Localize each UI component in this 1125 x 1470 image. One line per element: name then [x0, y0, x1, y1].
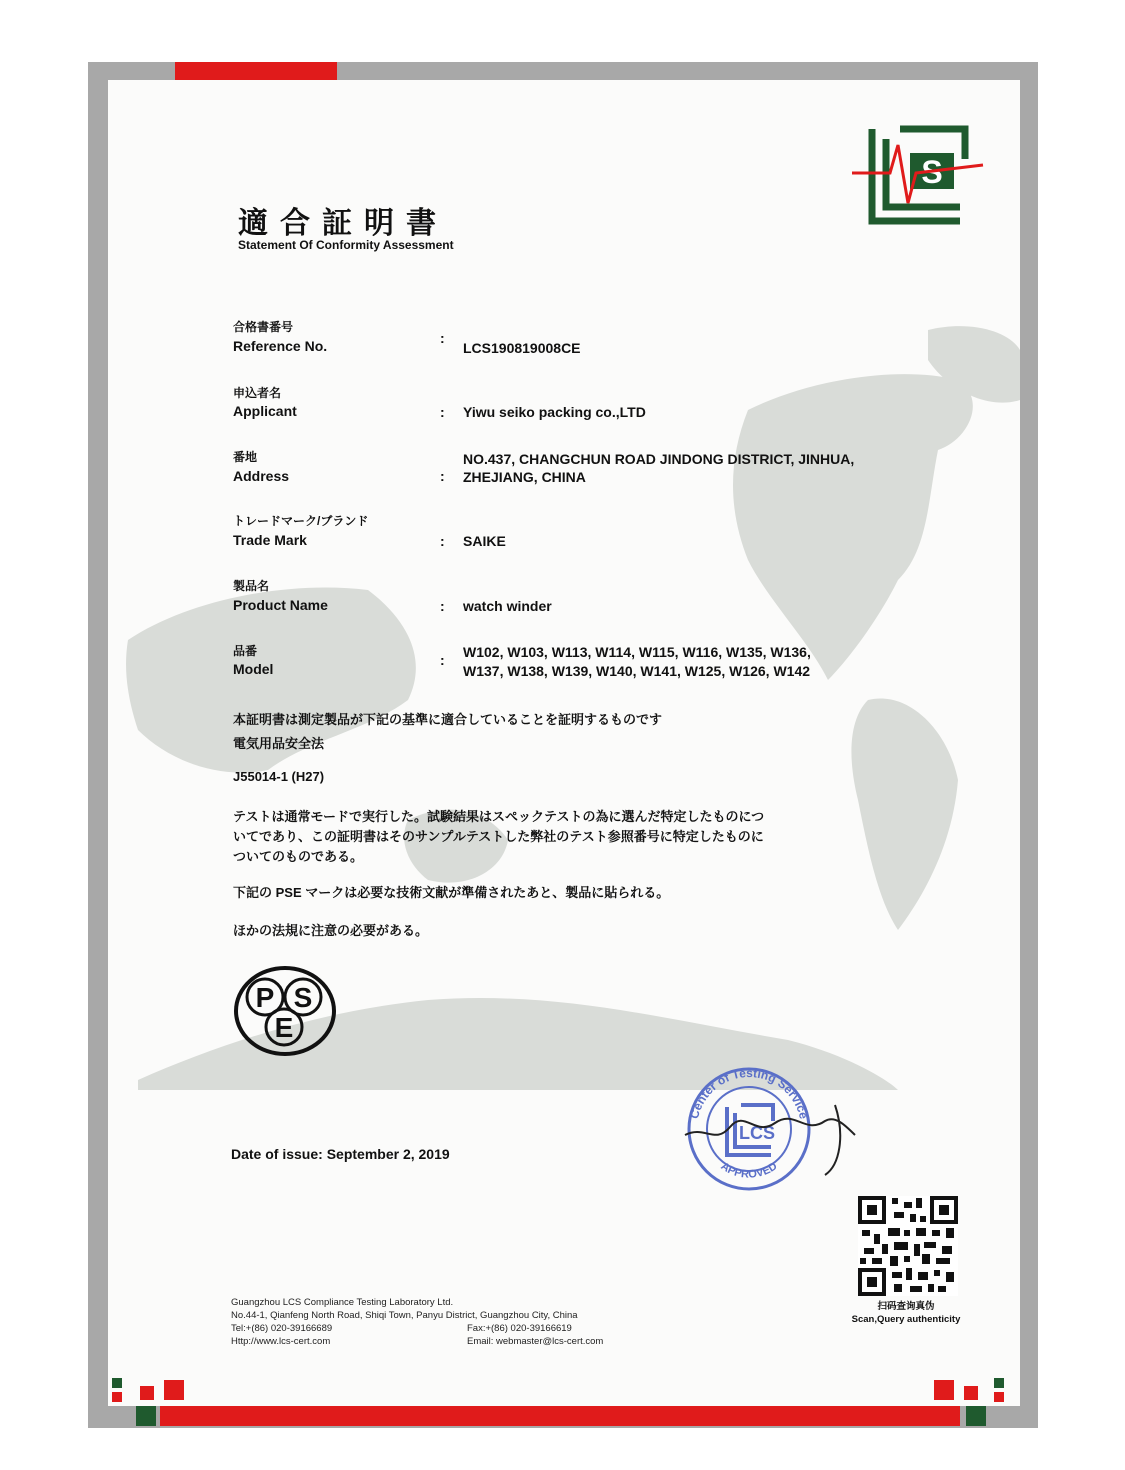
field-trademark-label-en: Trade Mark — [233, 532, 307, 548]
field-model-value-line1: W102, W103, W113, W114, W115, W116, W135, W136, — [463, 644, 811, 660]
field-model-label-en: Model — [233, 661, 274, 677]
seal-text-bottom: APPROVED — [718, 1160, 780, 1181]
field-trademark-value: SAIKE — [463, 533, 506, 549]
pse-letter-p: P — [255, 982, 275, 1013]
field-reference-value: LCS190819008CE — [463, 340, 581, 356]
field-address-label-jp: 番地 — [233, 450, 258, 464]
title-japanese: 適合証明書 — [238, 206, 448, 241]
field-applicant-value: Yiwu seiko packing co.,LTD — [463, 404, 646, 420]
field-applicant-label-en: Applicant — [233, 403, 297, 419]
red-bottom-bar — [160, 1406, 960, 1426]
approval-seal-icon — [675, 1065, 865, 1195]
map-north-america — [733, 374, 973, 680]
field-colon: : — [440, 598, 445, 614]
field-colon: : — [440, 533, 445, 549]
decor-square — [966, 1406, 986, 1426]
qr-code-icon — [858, 1196, 958, 1296]
field-colon: : — [440, 330, 445, 346]
decor-square — [136, 1406, 156, 1426]
field-colon: : — [440, 652, 445, 668]
standard-code: J55014-1 (H27) — [233, 769, 325, 784]
test-note-line3: ついてのものである。 — [233, 849, 364, 864]
law-note: ほかの法規に注意の必要がある。 — [233, 923, 429, 938]
field-product-value: watch winder — [463, 598, 552, 614]
decor-square — [934, 1380, 954, 1400]
map-south-america — [851, 698, 958, 930]
decor-square — [994, 1392, 1004, 1402]
title-english: Statement Of Conformity Assessment — [238, 238, 454, 252]
field-trademark-label-jp: トレードマーク/ブランド — [233, 514, 369, 528]
pse-note: 下記の PSE マークは必要な技術文献が準備されたあと、製品に貼られる。 — [233, 885, 670, 900]
field-colon: : — [440, 468, 445, 484]
decor-square — [140, 1386, 154, 1400]
field-product-label-jp: 製品名 — [233, 579, 270, 593]
qr-caption — [836, 1300, 976, 1326]
statement-law: 電気用品安全法 — [233, 736, 325, 751]
footer-email: Email: webmaster@lcs-cert.com — [467, 1336, 604, 1347]
decor-square — [112, 1378, 122, 1388]
field-address-label-en: Address — [233, 468, 290, 484]
qr-caption-jp: 扫码查询真伪 — [877, 1301, 935, 1312]
svg-text:Center of Testing Service — [687, 1066, 811, 1121]
seal-text-top: Center of Testing Service — [687, 1065, 811, 1121]
pse-mark-icon — [233, 965, 337, 1057]
decor-square — [164, 1380, 184, 1400]
field-address-value-line2: ZHEJIANG, CHINA — [463, 469, 586, 485]
field-address-value-line1: NO.437, CHANGCHUN ROAD JINDONG DISTRICT, JINHUA, — [463, 451, 855, 467]
decor-square — [964, 1386, 978, 1400]
footer-tel: Tel:+(86) 020-39166689 — [231, 1323, 333, 1334]
lcs-logo-icon — [850, 125, 985, 225]
footer-web-row — [231, 1335, 603, 1348]
field-model-value-line2: W137, W138, W139, W140, W141, W125, W126, W142 — [463, 663, 811, 679]
pse-letter-e: E — [274, 1012, 294, 1043]
seal-logo-text: LCS — [739, 1123, 775, 1143]
field-reference-label-en: Reference No. — [233, 338, 328, 354]
footer-http: Http://www.lcs-cert.com — [231, 1336, 331, 1347]
field-applicant-label-jp: 申込者名 — [233, 386, 282, 400]
footer-contact — [231, 1296, 603, 1348]
footer-address: No.44-1, Qianfeng North Road, Shiqi Town, Panyu District, Guangzhou City, China — [231, 1310, 578, 1321]
statement-conformity: 本証明書は測定製品が下記の基準に適合していることを証明するものです — [233, 712, 663, 727]
footer-company: Guangzhou LCS Compliance Testing Laboratory Ltd. — [231, 1297, 454, 1308]
decor-square — [112, 1392, 122, 1402]
footer-fax: Fax:+(86) 020-39166619 — [467, 1323, 572, 1334]
test-note-line1: テストは通常モードで実行した。試験結果はスペックテストの為に選んだ特定したものにつ — [233, 809, 765, 824]
test-note-line2: いてであり、この証明書はそのサンプルテストした弊社のテスト参照番号に特定したものに — [233, 829, 764, 844]
field-reference-label-jp: 合格書番号 — [233, 320, 294, 334]
footer-phone-row — [231, 1322, 603, 1335]
qr-caption-en: Scan,Query authenticity — [851, 1314, 961, 1325]
field-product-label-en: Product Name — [233, 597, 328, 613]
svg-text:APPROVED — [719, 1160, 780, 1181]
field-model-label-jp: 品番 — [233, 644, 258, 658]
field-colon: : — [440, 404, 445, 420]
svg-text:S: S — [921, 154, 943, 190]
pse-letter-s: S — [293, 982, 313, 1013]
decor-square — [994, 1378, 1004, 1388]
date-of-issue: Date of issue: September 2, 2019 — [231, 1146, 450, 1162]
red-tab-decoration — [175, 62, 337, 80]
